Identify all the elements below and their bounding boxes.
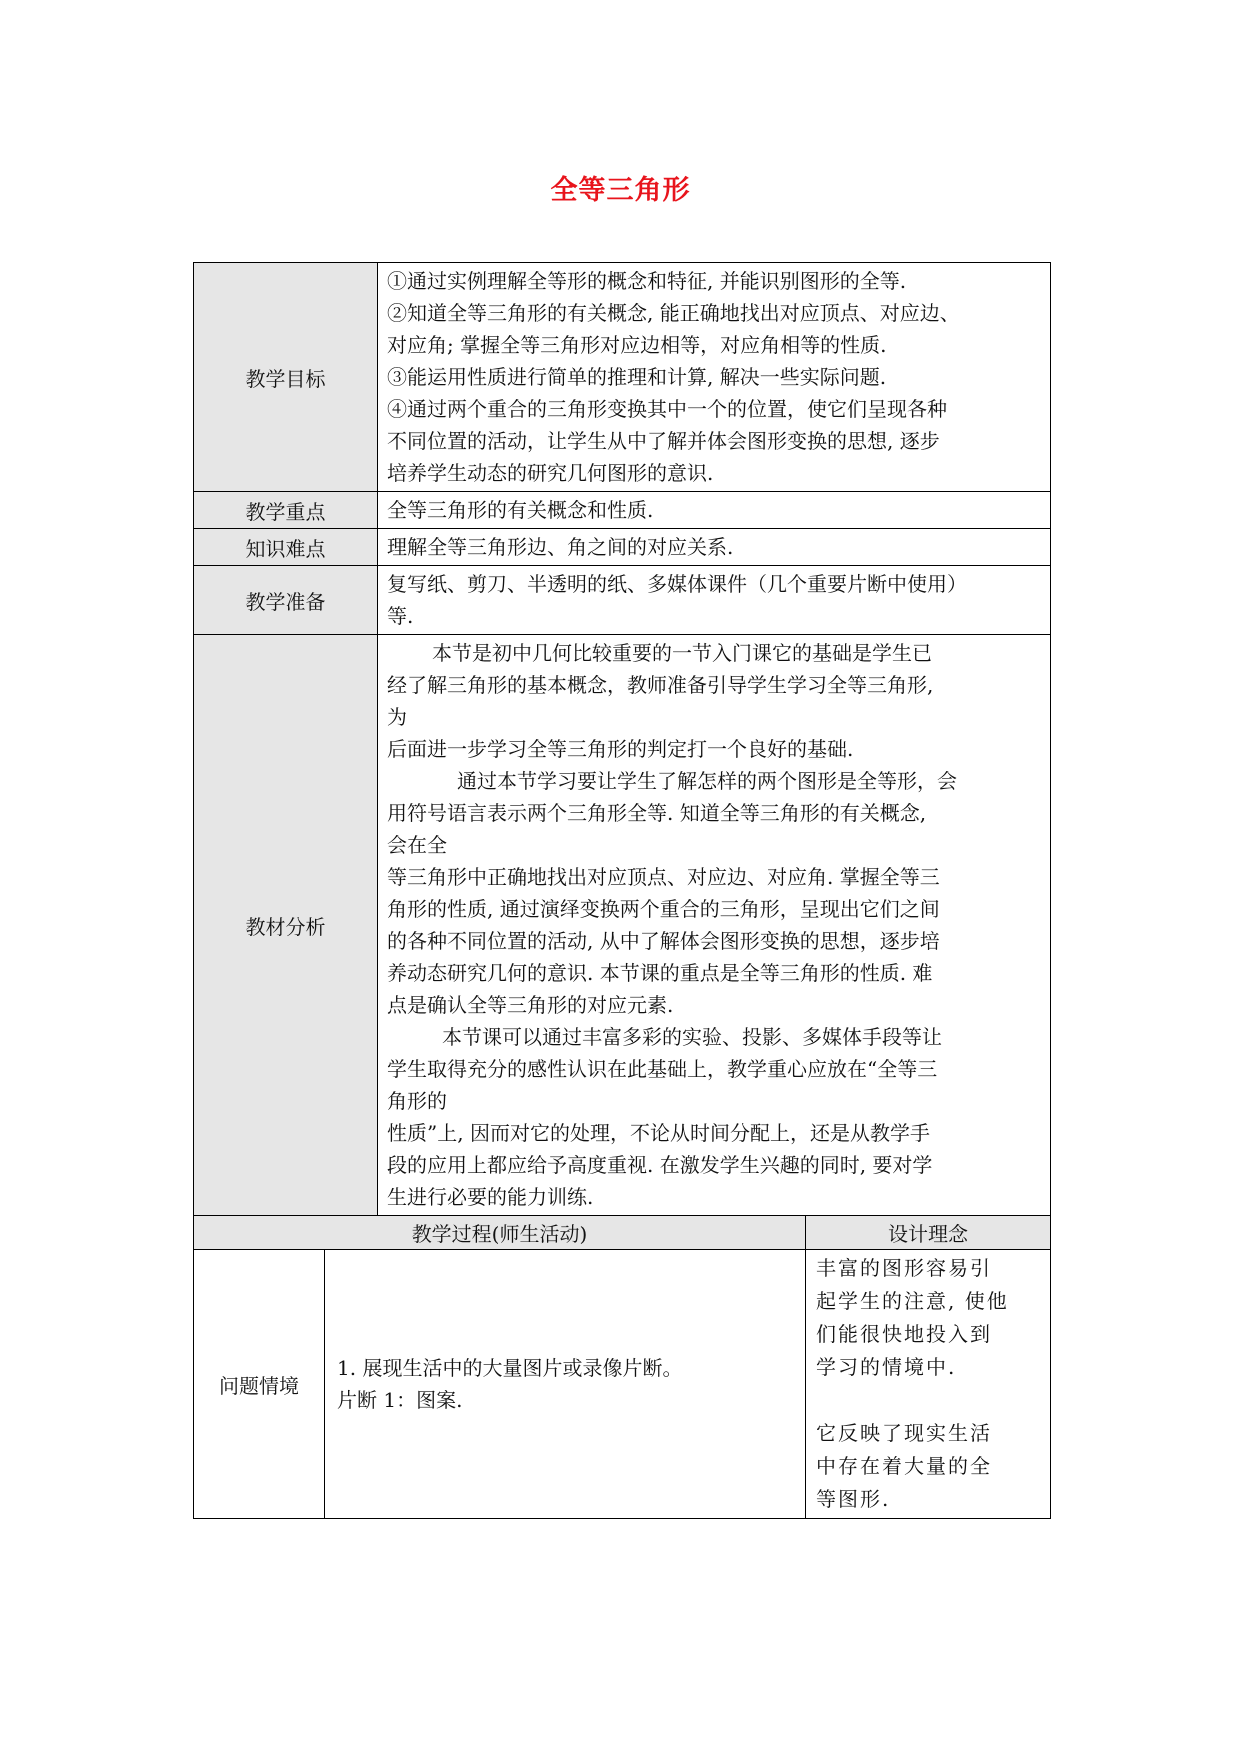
objectives-content [378,263,1051,492]
process-line: 1. 展现生活中的大量图片或录像片断。 [337,1356,683,1380]
analysis-line: 角形的 [387,1089,447,1113]
analysis-line: 点是确认全等三角形的对应元素. [387,993,674,1017]
analysis-line: 本节是初中几何比较重要的一节入门课它的基础是学生已 [432,641,932,665]
analysis-line: 用符号语言表示两个三角形全等. 知道全等三角形的有关概念, [387,801,927,825]
process-line: 片断 1：图案. [337,1388,463,1412]
analysis-line: 后面进一步学习全等三角形的判定打一个良好的基础. [387,737,854,761]
analysis-line: 生进行必要的能力训练. [387,1185,594,1209]
process-header-row [194,1216,1051,1250]
objectives-label: 教学目标 [194,263,378,492]
key-points-content: 全等三角形的有关概念和性质. [378,492,1051,529]
analysis-line: 性质”上, 因而对它的处理，不论从时间分配上，还是从教学手 [387,1121,930,1145]
objectives-line: 不同位置的活动，让学生从中了解并体会图形变换的思想, 逐步 [387,429,940,453]
difficulties-row [194,529,1051,566]
analysis-line: 等三角形中正确地找出对应顶点、对应边、对应角. 掌握全等三 [387,865,940,889]
analysis-label: 教材分析 [194,635,378,1216]
objectives-line: ④通过两个重合的三角形变换其中一个的位置，使它们呈现各种 [387,397,947,421]
lesson-plan-table [193,262,1051,1519]
analysis-row [194,635,1051,1216]
analysis-line: 角形的性质, 通过演绎变换两个重合的三角形，呈现出它们之间 [387,897,940,921]
stage-row [194,1250,1051,1519]
key-points-label: 教学重点 [194,492,378,529]
preparation-content [378,566,1051,635]
analysis-line: 为 [387,705,407,729]
analysis-line: 段的应用上都应给予高度重视. 在激发学生兴趣的同时, 要对学 [387,1153,933,1177]
design-line: 等图形. [816,1487,891,1511]
design-line: 中存在着大量的全 [816,1454,992,1478]
stage-design [806,1250,1051,1519]
difficulties-content: 理解全等三角形边、角之间的对应关系. [378,529,1051,566]
preparation-line: 复写纸、剪刀、半透明的纸、多媒体课件（几个重要片断中使用） [387,572,967,596]
objectives-line: ②知道全等三角形的有关概念, 能正确地找出对应顶点、对应边、 [387,301,960,325]
preparation-label: 教学准备 [194,566,378,635]
analysis-content [378,635,1051,1216]
design-line: 它反映了现实生活 [816,1421,992,1445]
key-points-row [194,492,1051,529]
preparation-line: 等. [387,604,414,628]
analysis-line: 会在全 [387,833,447,857]
objectives-line: ①通过实例理解全等形的概念和特征, 并能识别图形的全等. [387,269,907,293]
objectives-line: ③能运用性质进行简单的推理和计算, 解决一些实际问题. [387,365,887,389]
design-line: 起学生的注意, 使他 [816,1289,1009,1313]
difficulties-label: 知识难点 [194,529,378,566]
analysis-line: 的各种不同位置的活动, 从中了解体会图形变换的思想，逐步培 [387,929,940,953]
objectives-row [194,263,1051,492]
design-line: 丰富的图形容易引 [816,1256,992,1280]
analysis-line: 本节课可以通过丰富多彩的实验、投影、多媒体手段等让 [442,1025,942,1049]
design-header: 设计理念 [806,1216,1051,1250]
analysis-line: 经了解三角形的基本概念，教师准备引导学生学习全等三角形, [387,673,934,697]
design-line: 学习的情境中. [816,1355,957,1379]
objectives-line: 对应角; 掌握全等三角形对应边相等，对应角相等的性质. [387,333,887,357]
analysis-line: 学生取得充分的感性认识在此基础上，教学重心应放在“全等三 [387,1057,938,1081]
process-header: 教学过程(师生活动) [194,1216,806,1250]
analysis-line: 养动态研究几何的意识. 本节课的重点是全等三角形的性质. 难 [387,961,933,985]
stage-process [325,1250,806,1519]
objectives-line: 培养学生动态的研究几何图形的意识. [387,461,714,485]
page-title: 全等三角形 [550,175,691,206]
design-line: 们能很快地投入到 [816,1322,992,1346]
stage-label: 问题情境 [194,1250,325,1519]
preparation-row [194,566,1051,635]
analysis-line: 通过本节学习要让学生了解怎样的两个图形是全等形，会 [457,769,957,793]
